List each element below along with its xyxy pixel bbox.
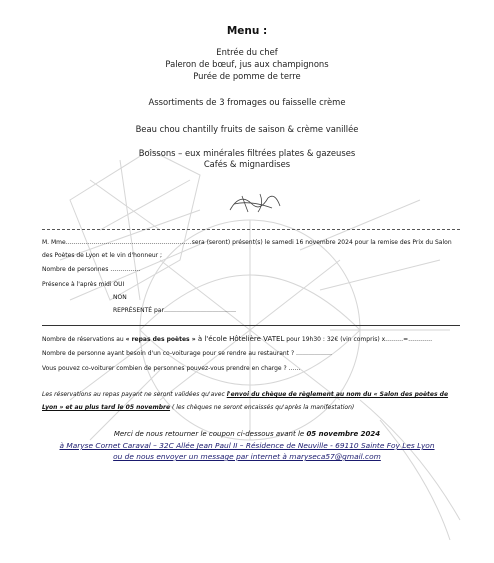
payment-note-line1 [42, 391, 448, 398]
postal-address[interactable]: à Maryse Cornet Caraval – 32C Allée Jean Paul II – Résidence de Neuville - 69110 Sainte Foy Les Lyon [59, 441, 435, 450]
reservations-label: Nombre de réservations au [42, 336, 126, 343]
payment-note-cheques: ( les chèques ne seront encaissés qu'après la manifestation) [170, 404, 355, 411]
repas-des-poetes: « repas des poètes » [125, 336, 196, 343]
payment-deadline: Lyon » et au plus tard le 05 novembre [42, 404, 171, 411]
menu-line-fromages: Assortiments de 3 fromages ou faisselle crème [148, 97, 346, 107]
carpool-offer-field[interactable]: Vous pouvez co-voiturer combien de personnes pouvez-vous prendre en charge ? …… [42, 365, 301, 372]
email-contact-link[interactable]: ou de nous envoyer un message par internet à maryseca57@gmail.com [113, 452, 381, 461]
attendee-name-line-cont: des Poètes de Lyon et le vin d'honneur ; [42, 252, 163, 259]
carpool-need-field[interactable]: Nombre de personne ayant besoin d'un co-voiturage pour se rendre au restaurant ? ……………… [42, 350, 333, 357]
return-coupon-line [0, 430, 494, 438]
afternoon-presence-yes[interactable]: Présence à l'après midi OUI [42, 281, 125, 288]
afternoon-presence-no[interactable]: NON [113, 294, 127, 301]
payment-note-text: Les réservations au repas payant ne seront validées qu'avec [42, 391, 227, 398]
menu-line-plat: Paleron de bœuf, jus aux champignons [165, 59, 329, 69]
ecole-vatel: à l'école Hôtelière VATEL [195, 335, 285, 343]
menu-line-entree: Entrée du chef [216, 47, 278, 57]
attendee-name-line[interactable]: M. Mme………………………………………………………sera (seront) présent(s) le samedi 16 novembre 2024 pour la remise des Prix du Salon [42, 239, 452, 246]
represented-by-field[interactable]: REPRÉSENTÉ par……………………………… [113, 307, 236, 314]
menu-line-boissons: Boissons – eux minérales filtrées plates & gazeuses [138, 148, 356, 158]
reservations-line[interactable] [42, 335, 432, 343]
number-of-people-field[interactable]: Nombre de personnes …………… [42, 266, 141, 273]
return-coupon-text: Merci de nous retourner le coupon ci-dessous avant le [113, 430, 307, 438]
payment-note-line2 [42, 404, 354, 411]
menu-line-cafes: Cafés & mignardises [203, 159, 291, 169]
menu-title: Menu : [226, 25, 268, 37]
reservations-price: pour 19h30 : 32€ (vin compris) x………=………… [284, 336, 433, 343]
dashed-separator-top [42, 229, 460, 230]
payment-note-emphasis: l'envoi du chèque de règlement au nom du « Salon des poètes de [226, 391, 449, 398]
menu-line-dessert: Beau chou chantilly fruits de saison & crème vanillée [135, 124, 359, 134]
signature-scribble [220, 190, 290, 216]
solid-separator [42, 325, 460, 326]
menu-line-puree: Purée de pomme de terre [193, 71, 301, 81]
return-deadline: 05 novembre 2024 [306, 430, 381, 438]
